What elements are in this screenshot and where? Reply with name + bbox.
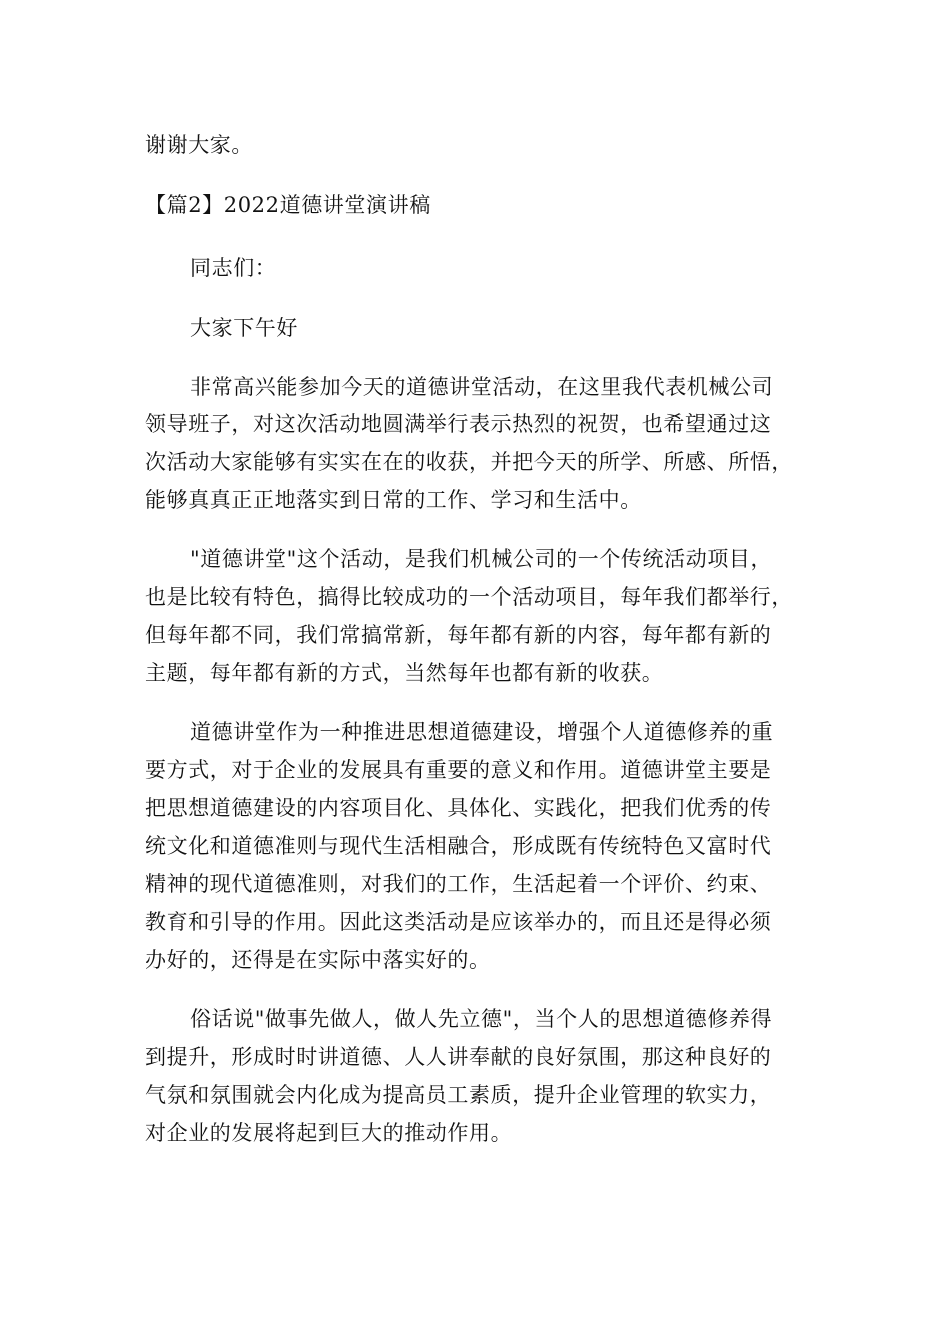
paragraph-2-line-3: 但每年都不同，我们常搞常新，每年都有新的内容，每年都有新的 xyxy=(145,623,772,647)
section-title: 【篇2】2022道德讲堂演讲稿 xyxy=(145,193,431,217)
paragraph-2-line-1: "道德讲堂"这个活动，是我们机械公司的一个传统活动项目， xyxy=(190,547,773,571)
paragraph-2-line-4: 主题，每年都有新的方式，当然每年也都有新的收获。 xyxy=(145,661,664,685)
paragraph-4-line-1: 俗话说"做事先做人，做人先立德"，当个人的思想道德修养得 xyxy=(190,1007,773,1031)
paragraph-1-line-3: 次活动大家能够有实实在在的收获，并把今天的所学、所感、所悟， xyxy=(145,450,793,474)
paragraph-3-line-4: 统文化和道德准则与现代生活相融合，形成既有传统特色又富时代 xyxy=(145,834,772,858)
salutation: 同志们： xyxy=(190,256,277,280)
paragraph-3-line-1: 道德讲堂作为一种推进思想道德建设，增强个人道德修养的重 xyxy=(190,720,774,744)
paragraph-3-line-3: 把思想道德建设的内容项目化、具体化、实践化，把我们优秀的传 xyxy=(145,796,772,820)
paragraph-3-line-7: 办好的，还得是在实际中落实好的。 xyxy=(145,948,491,972)
paragraph-4-line-3: 气氛和氛围就会内化成为提高员工素质，提升企业管理的软实力， xyxy=(145,1083,772,1107)
paragraph-4-line-4: 对企业的发展将起到巨大的推动作用。 xyxy=(145,1121,513,1145)
paragraph-1-line-1: 非常高兴能参加今天的道德讲堂活动，在这里我代表机械公司 xyxy=(190,375,774,399)
paragraph-3-line-2: 要方式，对于企业的发展具有重要的意义和作用。道德讲堂主要是 xyxy=(145,758,772,782)
paragraph-2-line-2: 也是比较有特色，搞得比较成功的一个活动项目，每年我们都举行， xyxy=(145,585,793,609)
greeting: 大家下午好 xyxy=(190,316,298,340)
paragraph-3-line-5: 精神的现代道德准则，对我们的工作，生活起着一个评价、约束、 xyxy=(145,872,772,896)
paragraph-1-line-4: 能够真真正正地落实到日常的工作、学习和生活中。 xyxy=(145,488,642,512)
paragraph-4-line-2: 到提升，形成时时讲道德、人人讲奉献的良好氛围，那这种良好的 xyxy=(145,1045,772,1069)
paragraph-3-line-6: 教育和引导的作用。因此这类活动是应该举办的，而且还是得必须 xyxy=(145,910,772,934)
closing-line: 谢谢大家。 xyxy=(145,133,253,157)
paragraph-1-line-2: 领导班子，对这次活动地圆满举行表示热烈的祝贺，也希望通过这 xyxy=(145,412,772,436)
